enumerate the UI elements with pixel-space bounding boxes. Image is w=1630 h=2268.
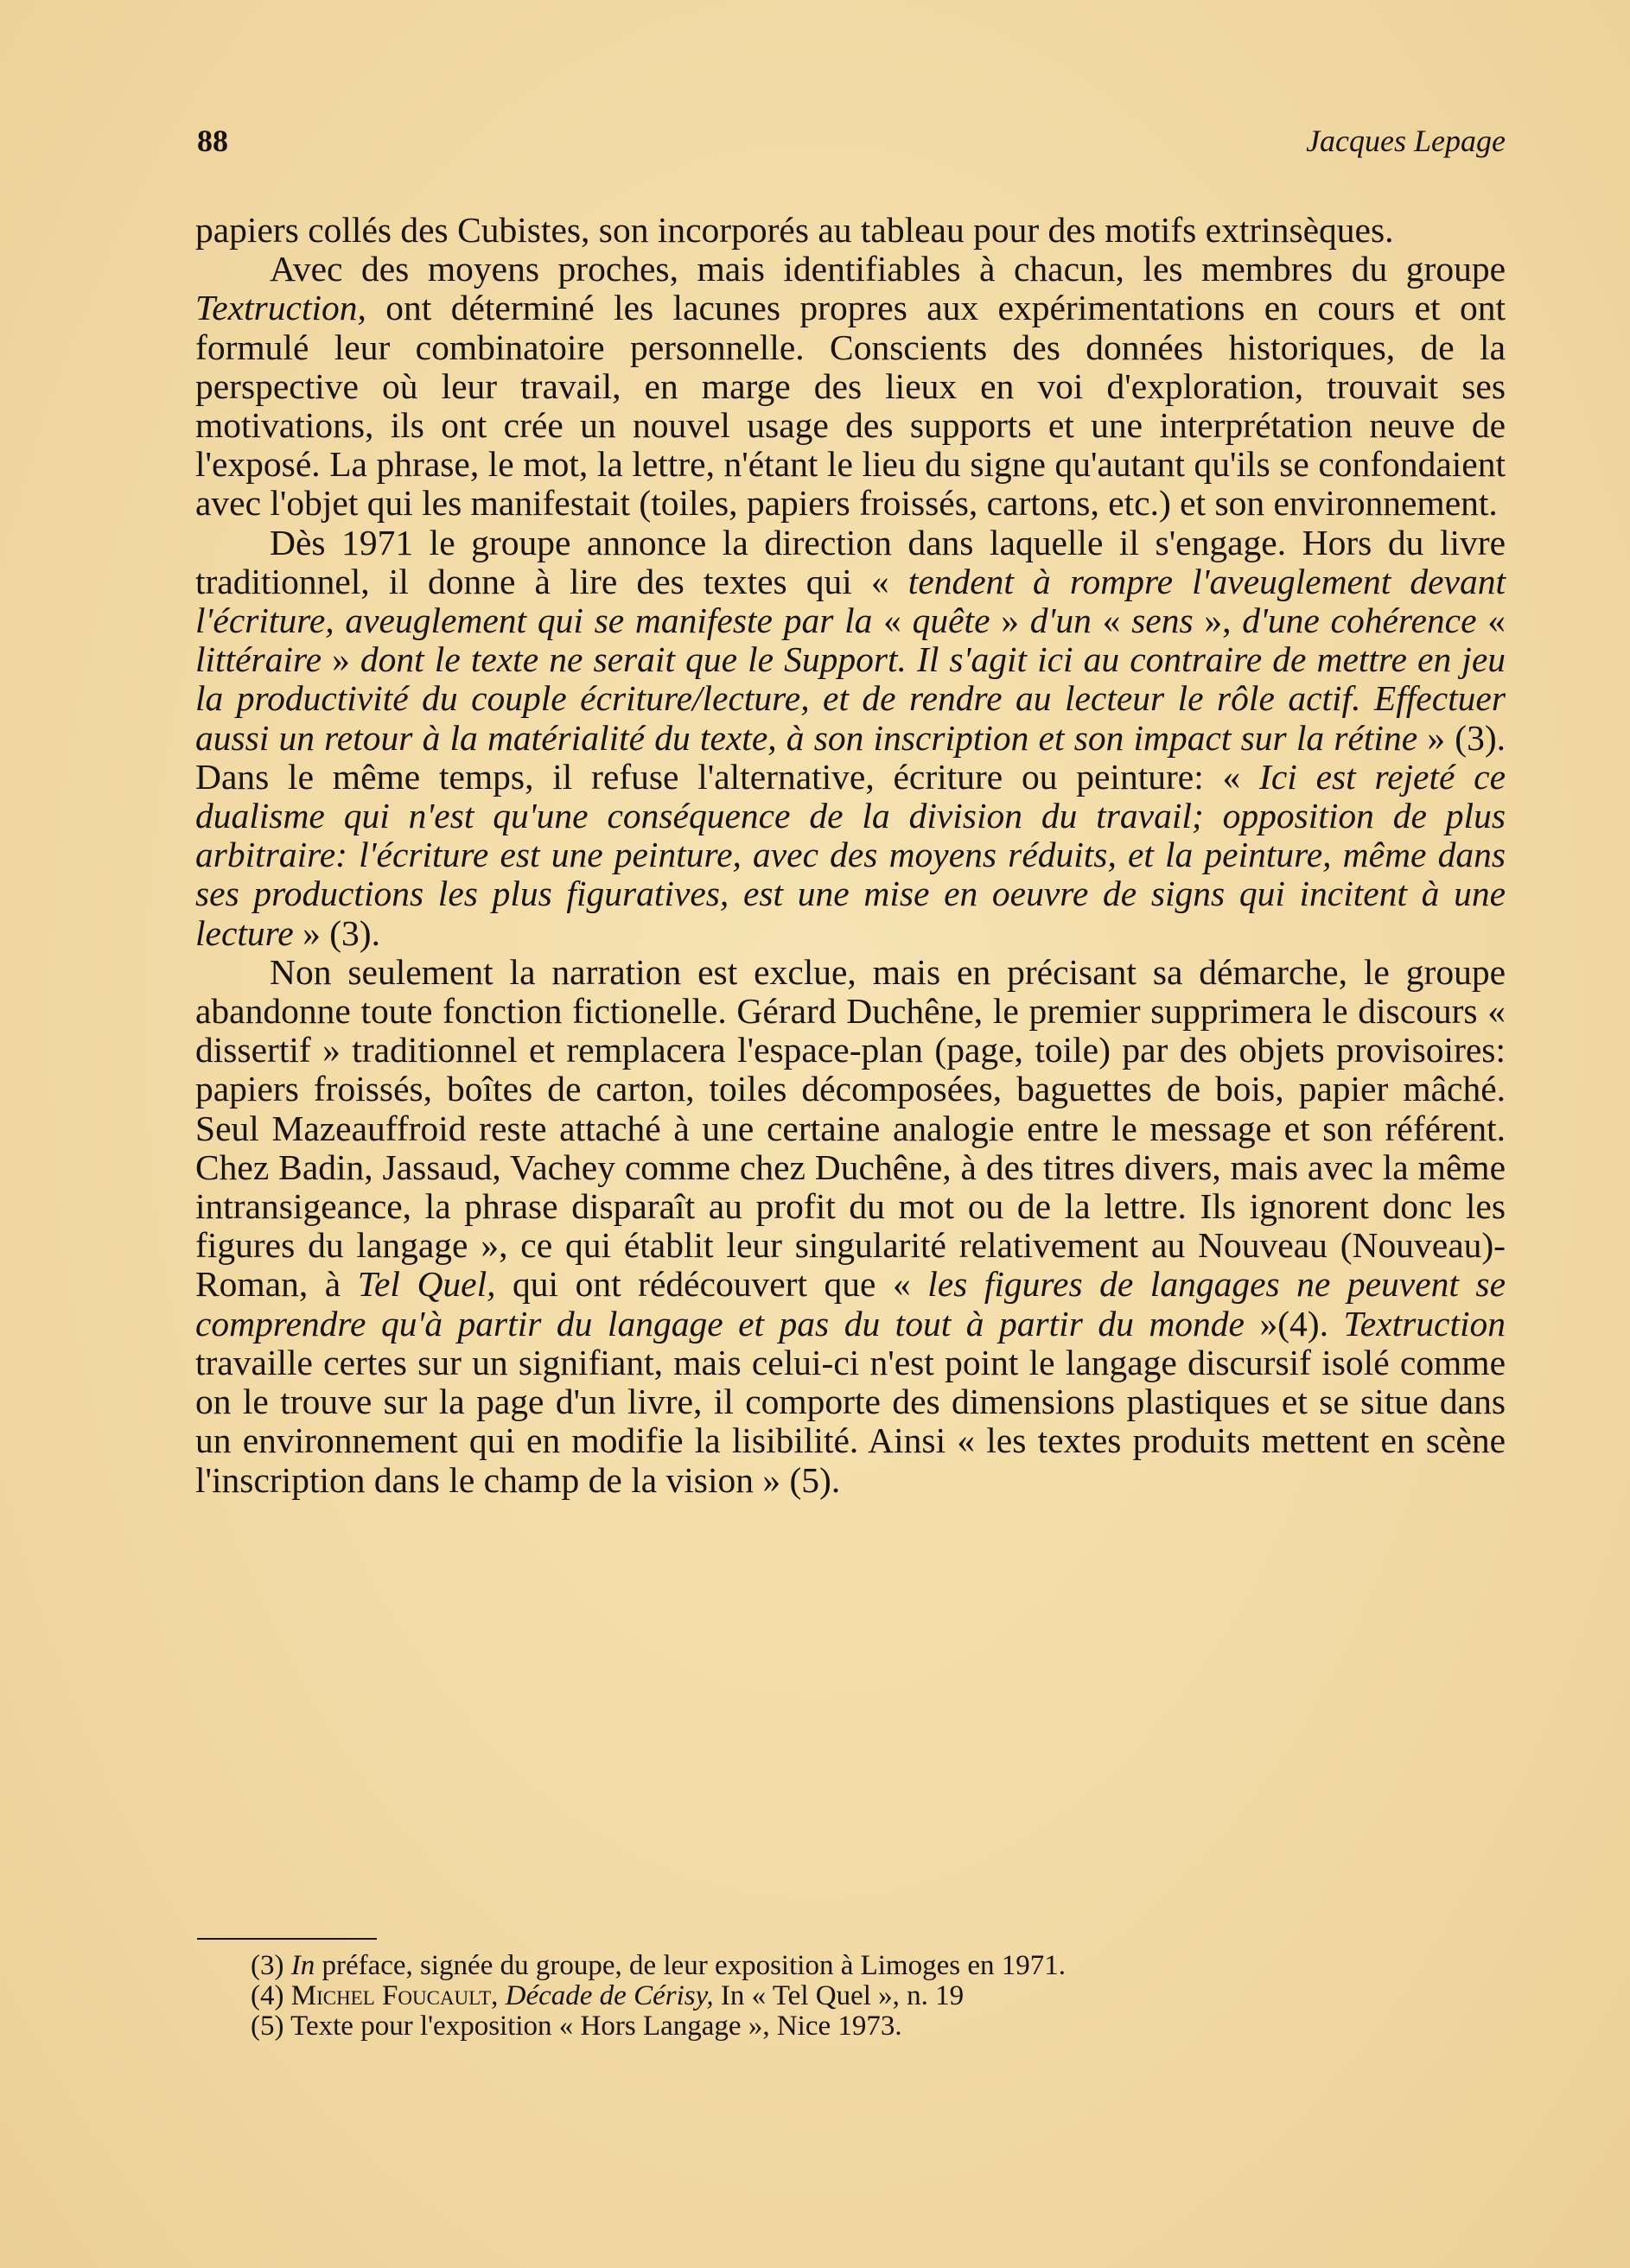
text-run: Texte pour l'exposition « Hors Langage », Nice 1973. <box>290 2011 902 2042</box>
italic-run: dont le texte ne serait que le Support. Il s'agit ici au contraire de mettre en jeu la productivité du couple écriture/lecture, et de rendre au lecteur le rôle actif. Effectuer aussi un retour à la matérialité du texte, à son inscription et son impact sur la rétine <box>195 639 1506 758</box>
paragraph-2 <box>195 250 1506 523</box>
text-run: « <box>1091 600 1132 641</box>
italic-run: Textruction <box>1343 1303 1506 1344</box>
text-run: » <box>322 639 360 680</box>
text-run: papiers collés des Cubistes, son incorporés au tableau pour des motifs extrinsèques. <box>195 210 1394 250</box>
body-text <box>195 211 1506 1500</box>
page-header <box>197 123 1506 166</box>
footnote-number: (4) <box>251 1980 291 2011</box>
text-run: travaille certes sur un signifiant, mais celui-ci n'est point le langage discursif isolé comme on le trouve sur la page d'un livre, il comporte des dimensions plastiques et se situe dans un environnement qui en modifie la lisibilité. Ainsi « les textes produits mettent en scène l'inscription dans le champ de la vision » (5). <box>195 1342 1506 1500</box>
footnote-5 <box>251 2011 1495 2042</box>
text-run: » (3). <box>293 912 380 953</box>
italic-run: littéraire <box>195 639 322 680</box>
running-head: Jacques Lepage <box>1306 124 1506 158</box>
paragraph-1 <box>195 211 1506 250</box>
text-run: qui ont rédécouvert que « <box>495 1264 928 1305</box>
text-run: » (3). Dans le même temps, il refuse l'alternative, écriture ou peinture: « <box>195 717 1506 797</box>
text-run: In « Tel Quel », n. 19 <box>713 1980 965 2011</box>
text-run: Avec des moyens proches, mais identifiables à chacun, les membres du groupe <box>270 249 1506 289</box>
italic-run: d'un <box>1029 600 1092 641</box>
italic-run: tendent à rompre l'aveuglement devant l'écriture, aveuglement qui se manifeste par la <box>195 561 1506 641</box>
italic-run: quête <box>912 600 990 641</box>
footnote-number: (5) <box>251 2011 291 2042</box>
text-run: « <box>872 600 913 641</box>
italic-run: Textruction, <box>195 288 366 328</box>
italic-run: Tel Quel, <box>357 1264 496 1305</box>
paragraph-4 <box>195 953 1506 1500</box>
italic-run: sens <box>1131 600 1194 641</box>
text-run: »(4). <box>1244 1303 1344 1344</box>
italic-run: d'une cohérence <box>1242 600 1477 641</box>
text-run: « <box>1476 600 1506 641</box>
author-name: Michel Foucault, <box>290 1980 499 2011</box>
paragraph-3 <box>195 524 1506 953</box>
footnote-number: (3) <box>251 1950 291 1981</box>
italic-run: Ici est rejeté ce dualisme qui n'est qu'une conséquence de la division du travail; opposition de plus arbitraire: l'écriture est une peinture, avec des moyens réduits, et la peinture, même dans ses productions les plus figuratives, est une mise en oeuvre de signs qui incitent à une lecture <box>195 756 1506 953</box>
footnotes <box>251 1951 1495 2042</box>
footnote-3 <box>251 1951 1495 1981</box>
footnote-divider <box>197 1938 377 1940</box>
text-run: ont déterminé les lacunes propres aux expérimentations en cours et ont formulé leur combinatoire personnelle. Conscients des données historiques, de la perspective où leur travail, en marge des lieux en voi d'exploration, trouvait ses motivations, ils ont crée un nouvel usage des supports et une interprétation neuve de l'exposé. La phrase, le mot, la lettre, n'étant le lieu du signe qu'autant qu'ils se confondaient avec l'objet qui les manifestait (toiles, papiers froissés, cartons, etc.) et son environnement. <box>195 288 1506 524</box>
text-run: » <box>990 600 1030 641</box>
text-run: Dès 1971 le groupe annonce la direction dans laquelle il s'engage. Hors du livre traditionnel, il donne à lire des textes qui « <box>195 522 1506 601</box>
italic-run: Décade de Cérisy, <box>505 1980 714 2011</box>
footnote-4 <box>251 1981 1495 2011</box>
italic-run: les figures de langages ne peuvent se comprendre qu'à partir du langage et pas du tout à partir du monde <box>195 1264 1506 1344</box>
text-run: », <box>1193 600 1243 641</box>
text-run: Non seulement la narration est exclue, mais en précisant sa démarche, le groupe abandonne toute fonction fictionelle. Gérard Duchêne, le premier supprimera le discours « dissertif » traditionnel et remplacera l'espace-plan (page, toile) par des objets provisoires: papiers froissés, boîtes de carton, toiles décomposées, baguettes de bois, papier mâché. Seul Mazeauffroid reste attaché à une certaine analogie entre le message et son référent. Chez Badin, Jassaud, Vachey comme chez Duchêne, à des titres divers, mais avec la même intransigeance, la phrase disparaît au profit du mot ou de la lettre. Ils ignorent donc les figures du langage », ce qui établit leur singularité relativement au Nouveau (Nouveau)-Roman, à <box>195 951 1506 1305</box>
italic-run: In <box>290 1950 315 1981</box>
page-number: 88 <box>197 124 228 158</box>
text-run: préface, signée du groupe, de leur exposition à Limoges en 1971. <box>315 1950 1066 1981</box>
text-run <box>498 1980 505 2011</box>
